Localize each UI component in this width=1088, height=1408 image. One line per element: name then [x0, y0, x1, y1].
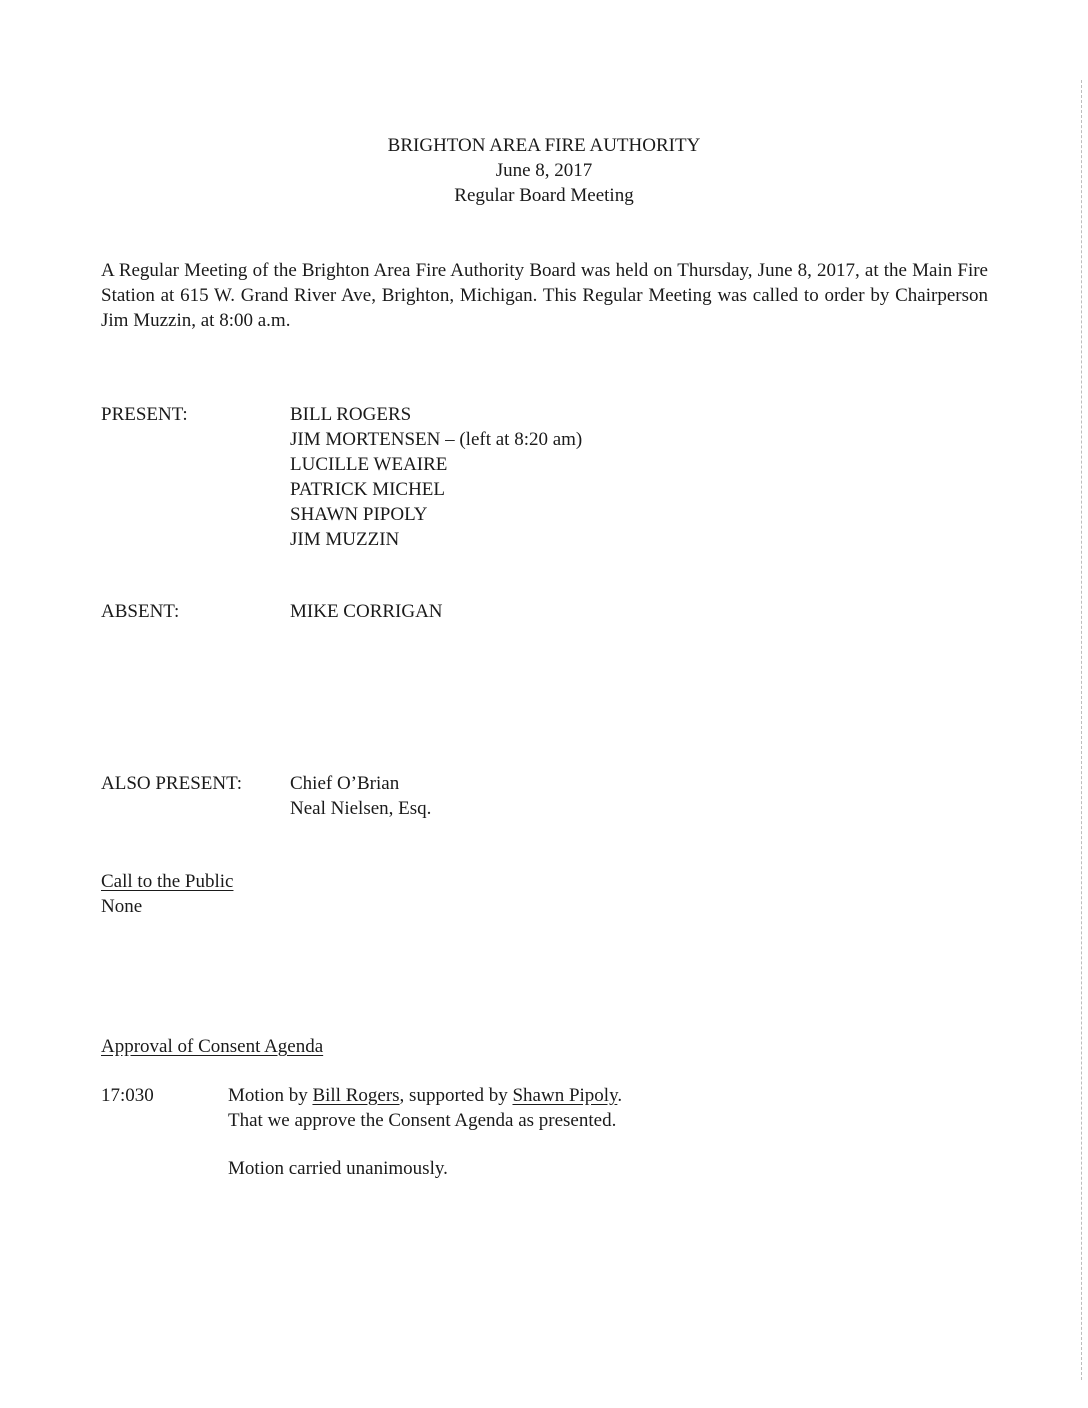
consent-agenda-heading: Approval of Consent Agenda — [101, 1036, 324, 1057]
present-member: LUCILLE WEAIRE — [290, 454, 448, 475]
absent-member: MIKE CORRIGAN — [290, 601, 443, 622]
document-header — [0, 133, 1088, 208]
motion-line — [228, 1083, 622, 1108]
motion-result: Motion carried unanimously. — [228, 1158, 448, 1179]
also-present-list — [290, 771, 431, 821]
also-present-member: Chief O’Brian — [290, 773, 400, 794]
call-to-public-heading: Call to the Public — [101, 871, 234, 892]
motion-text: That we approve the Consent Agenda as presented. — [228, 1110, 617, 1131]
absent-label: ABSENT: — [101, 601, 180, 622]
motion-body — [228, 1083, 622, 1181]
meeting-type: Regular Board Meeting — [454, 185, 634, 206]
present-member: PATRICK MICHEL — [290, 479, 446, 500]
motion-number: 17:030 — [101, 1085, 154, 1106]
present-label: PRESENT: — [101, 404, 188, 425]
meeting-date: June 8, 2017 — [495, 160, 593, 181]
present-list — [290, 402, 582, 552]
organization-title: BRIGHTON AREA FIRE AUTHORITY — [387, 135, 701, 156]
present-member: JIM MUZZIN — [290, 529, 400, 550]
motion-middle: , supported by — [399, 1085, 513, 1106]
present-member: BILL ROGERS — [290, 404, 412, 425]
also-present-member: Neal Nielsen, Esq. — [290, 798, 432, 819]
intro-paragraph: A Regular Meeting of the Brighton Area Fire Authority Board was held on Thursday, June 8, 2017, at the Main Fire Station at 615 W. Grand River Ave, Brighton, Michigan. This Regular Meeting was called to order by Chairperson Jim Muzzin, at 8:00 a.m. — [101, 260, 988, 331]
motion-mover: Bill Rogers — [312, 1085, 400, 1106]
motion-prefix: Motion by — [228, 1085, 313, 1106]
scan-edge-line — [1081, 80, 1082, 1380]
present-member: JIM MORTENSEN – (left at 8:20 am) — [290, 429, 583, 450]
motion-suffix: . — [617, 1085, 623, 1106]
motion-spacer — [228, 1133, 622, 1156]
call-to-public-text: None — [101, 896, 143, 917]
also-present-label: ALSO PRESENT: — [101, 773, 243, 794]
motion-supporter: Shawn Pipoly — [512, 1085, 618, 1106]
absent-list — [290, 599, 443, 624]
present-member: SHAWN PIPOLY — [290, 504, 428, 525]
